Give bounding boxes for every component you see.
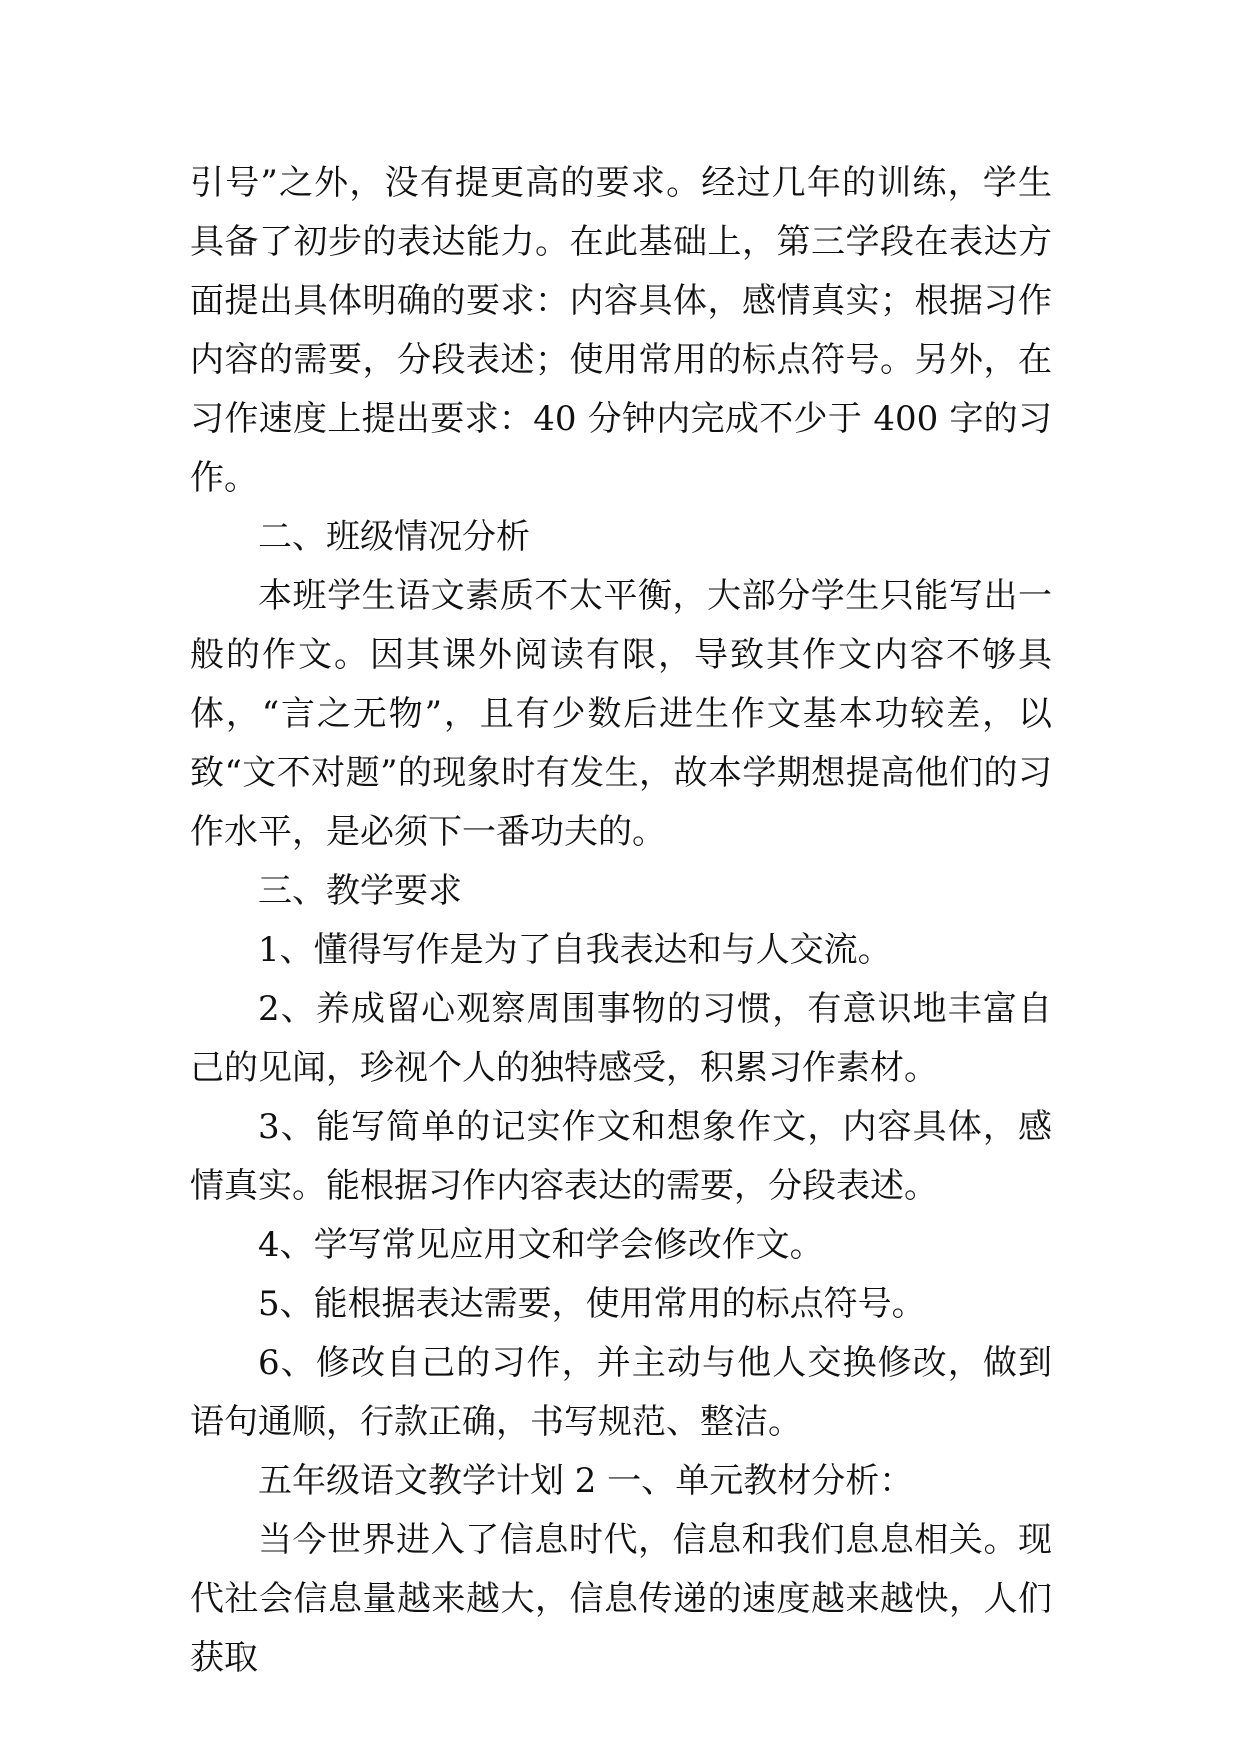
list-item-requirement-1: 1、懂得写作是为了自我表达和与人交流。 — [258, 930, 892, 970]
list-item-requirement-3: 3、能写简单的记实作文和想象作文，内容具体，感情真实。能根据习作内容表达的需要，分段表述。 — [190, 1107, 1052, 1206]
list-item-requirement-5: 5、能根据表达需要，使用常用的标点符号。 — [258, 1284, 926, 1324]
section-heading-class-analysis: 二、班级情况分析 — [258, 517, 530, 557]
paragraph-class-analysis: 本班学生语文素质不太平衡，大部分学生只能写出一般的作文。因其课外阅读有限，导致其作文内容不够具体，“言之无物”，且有少数后进生作文基本功较差，以致“文不对题”的现象时有发生，故本学期想提高他们的习作水平，是必须下一番功夫的。 — [190, 576, 1052, 852]
list-item-requirement-2: 2、养成留心观察周围事物的习惯，有意识地丰富自己的见闻，珍视个人的独特感受，积累习作素材。 — [190, 989, 1052, 1088]
section-heading-plan-2: 五年级语文教学计划 2 一、单元教材分析： — [258, 1461, 914, 1501]
list-item-requirement-4: 4、学写常见应用文和学会修改作文。 — [258, 1225, 824, 1265]
section-heading-teaching-requirements: 三、教学要求 — [258, 871, 462, 911]
document-body — [190, 154, 1052, 1688]
paragraph-information-age: 当今世界进入了信息时代，信息和我们息息相关。现代社会信息量越来越大，信息传递的速度越来越快，人们获取 — [190, 1520, 1052, 1678]
paragraph-continued-text: 引号”之外，没有提更高的要求。经过几年的训练，学生具备了初步的表达能力。在此基础上，第三学段在表达方面提出具体明确的要求：内容具体，感情真实；根据习作内容的需要，分段表述；使用常用的标点符号。另外，在习作速度上提出要求：40 分钟内完成不少于 400 字的习作。 — [190, 163, 1052, 498]
list-item-requirement-6: 6、修改自己的习作，并主动与他人交换修改，做到语句通顺，行款正确，书写规范、整洁。 — [190, 1343, 1052, 1442]
